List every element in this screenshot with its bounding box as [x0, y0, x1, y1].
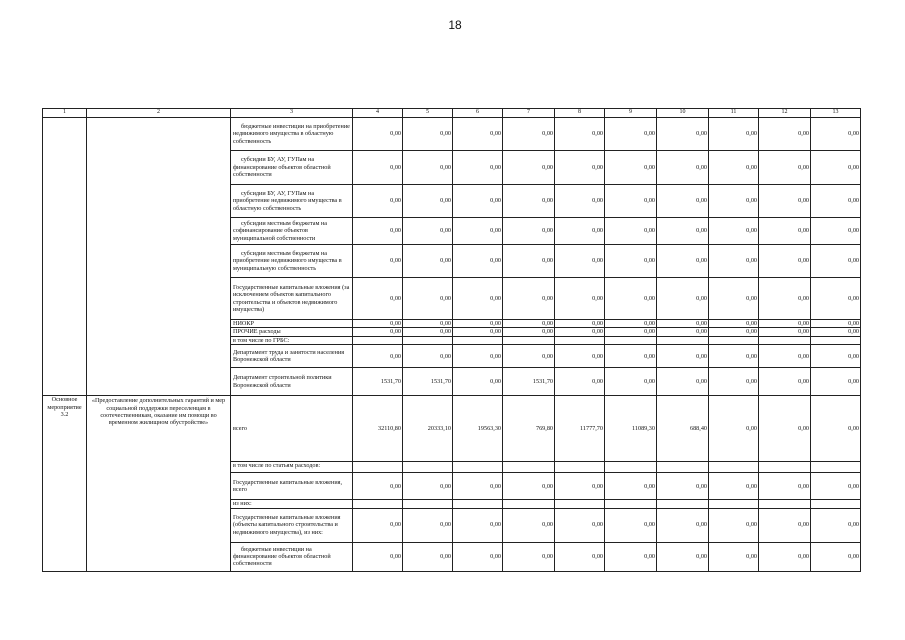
expense-label: Государственные капитальные вложения (объекты капитального строительства и недвижимого имущества), из них: — [231, 508, 353, 542]
value-cell: 0,00 — [555, 320, 605, 328]
value-cell — [555, 336, 605, 344]
value-cell: 0,00 — [403, 218, 453, 245]
expense-label: субсидии местным бюджетам на софинансирование объектов муниципальной собственности — [231, 218, 353, 245]
value-cell: 0,00 — [453, 151, 503, 185]
value-cell: 0,00 — [811, 368, 861, 396]
value-cell: 0,00 — [353, 473, 403, 500]
value-cell — [657, 336, 709, 344]
value-cell: 0,00 — [759, 185, 811, 218]
value-cell: 0,00 — [605, 345, 657, 368]
value-cell — [709, 500, 759, 508]
expense-label: Департамент строительной политики Воронежской области — [231, 368, 353, 396]
value-cell: 0,00 — [759, 151, 811, 185]
expense-label: всего — [231, 396, 353, 462]
value-cell: 0,00 — [657, 328, 709, 336]
value-cell — [605, 500, 657, 508]
expense-label: субсидии БУ, АУ, ГУПам на приобретение недвижимого имущества в областную собственность — [231, 185, 353, 218]
value-cell: 0,00 — [503, 473, 555, 500]
value-cell: 0,00 — [759, 328, 811, 336]
value-cell: 0,00 — [403, 185, 453, 218]
value-cell: 0,00 — [353, 328, 403, 336]
value-cell: 0,00 — [353, 345, 403, 368]
value-cell — [403, 500, 453, 508]
value-cell: 0,00 — [555, 473, 605, 500]
value-cell: 0,00 — [811, 328, 861, 336]
value-cell: 0,00 — [353, 278, 403, 320]
value-cell: 0,00 — [555, 508, 605, 542]
value-cell: 0,00 — [709, 368, 759, 396]
value-cell — [811, 336, 861, 344]
value-cell: 0,00 — [503, 320, 555, 328]
value-cell — [657, 462, 709, 473]
value-cell — [453, 462, 503, 473]
value-cell — [503, 462, 555, 473]
page-number: 18 — [448, 18, 462, 32]
value-cell: 0,00 — [811, 185, 861, 218]
value-cell: 0,00 — [605, 278, 657, 320]
value-cell: 0,00 — [353, 118, 403, 151]
value-cell: 0,00 — [657, 185, 709, 218]
value-cell: 0,00 — [453, 542, 503, 571]
value-cell: 0,00 — [555, 151, 605, 185]
value-cell: 0,00 — [605, 151, 657, 185]
value-cell: 0,00 — [555, 185, 605, 218]
value-cell: 0,00 — [403, 328, 453, 336]
column-header: 7 — [503, 109, 555, 118]
value-cell: 769,80 — [503, 396, 555, 462]
value-cell — [555, 500, 605, 508]
expense-label: в том числе по статьям расходов: — [231, 462, 353, 473]
value-cell: 0,00 — [453, 508, 503, 542]
value-cell: 0,00 — [453, 345, 503, 368]
value-cell: 0,00 — [811, 396, 861, 462]
value-cell: 1531,70 — [503, 368, 555, 396]
value-cell: 0,00 — [709, 245, 759, 278]
value-cell: 0,00 — [759, 345, 811, 368]
value-cell: 0,00 — [403, 473, 453, 500]
value-cell — [605, 336, 657, 344]
value-cell: 0,00 — [759, 218, 811, 245]
value-cell: 0,00 — [709, 396, 759, 462]
value-cell: 0,00 — [811, 278, 861, 320]
value-cell: 0,00 — [605, 118, 657, 151]
value-cell — [709, 462, 759, 473]
value-cell — [453, 500, 503, 508]
event-code-cell: Основное мероприятие 3.2 — [43, 396, 87, 571]
value-cell — [403, 462, 453, 473]
value-cell — [759, 500, 811, 508]
value-cell — [605, 462, 657, 473]
table-row — [43, 396, 861, 462]
value-cell: 0,00 — [353, 151, 403, 185]
value-cell: 0,00 — [453, 218, 503, 245]
value-cell: 0,00 — [555, 542, 605, 571]
value-cell: 0,00 — [709, 473, 759, 500]
value-cell — [503, 336, 555, 344]
value-cell: 0,00 — [657, 245, 709, 278]
value-cell — [709, 336, 759, 344]
value-cell — [453, 336, 503, 344]
column-header: 12 — [759, 109, 811, 118]
value-cell — [353, 462, 403, 473]
value-cell: 32110,80 — [353, 396, 403, 462]
value-cell: 0,00 — [503, 118, 555, 151]
value-cell: 0,00 — [657, 368, 709, 396]
value-cell — [811, 462, 861, 473]
value-cell — [555, 462, 605, 473]
value-cell: 0,00 — [403, 542, 453, 571]
value-cell: 0,00 — [353, 542, 403, 571]
value-cell: 0,00 — [453, 185, 503, 218]
value-cell: 0,00 — [759, 245, 811, 278]
expense-label: Государственные капитальные вложения (за исключением объектов капитального строительства и объектов недвижимого имущества) — [231, 278, 353, 320]
value-cell: 0,00 — [403, 345, 453, 368]
value-cell: 0,00 — [453, 320, 503, 328]
expense-label: бюджетные инвестиции на финансирование объектов областной собственности — [231, 542, 353, 571]
expense-label: бюджетные инвестиции на приобретение недвижимого имущества в областную собственность — [231, 118, 353, 151]
value-cell: 0,00 — [605, 328, 657, 336]
value-cell: 0,00 — [709, 185, 759, 218]
value-cell: 0,00 — [403, 151, 453, 185]
value-cell: 0,00 — [503, 278, 555, 320]
value-cell: 0,00 — [403, 320, 453, 328]
value-cell: 0,00 — [453, 245, 503, 278]
value-cell: 0,00 — [605, 542, 657, 571]
column-header: 4 — [353, 109, 403, 118]
column-header: 5 — [403, 109, 453, 118]
table-row — [43, 118, 861, 151]
value-cell: 0,00 — [503, 218, 555, 245]
value-cell: 0,00 — [605, 320, 657, 328]
value-cell: 0,00 — [503, 185, 555, 218]
column-header: 6 — [453, 109, 503, 118]
value-cell: 0,00 — [555, 368, 605, 396]
value-cell: 19563,30 — [453, 396, 503, 462]
value-cell: 0,00 — [403, 118, 453, 151]
value-cell: 0,00 — [453, 473, 503, 500]
value-cell: 20333,10 — [403, 396, 453, 462]
column-header: 1 — [43, 109, 87, 118]
expense-label: из них: — [231, 500, 353, 508]
value-cell: 0,00 — [709, 320, 759, 328]
value-cell: 0,00 — [503, 345, 555, 368]
value-cell: 0,00 — [657, 473, 709, 500]
value-cell: 0,00 — [353, 245, 403, 278]
column-header: 2 — [87, 109, 231, 118]
value-cell — [759, 336, 811, 344]
value-cell: 0,00 — [555, 278, 605, 320]
value-cell: 0,00 — [759, 508, 811, 542]
event-name-cell — [87, 118, 231, 396]
value-cell — [759, 462, 811, 473]
value-cell: 0,00 — [709, 542, 759, 571]
value-cell — [811, 500, 861, 508]
value-cell: 0,00 — [657, 508, 709, 542]
value-cell: 0,00 — [503, 151, 555, 185]
value-cell: 0,00 — [709, 151, 759, 185]
value-cell: 0,00 — [709, 508, 759, 542]
value-cell: 0,00 — [709, 328, 759, 336]
value-cell: 0,00 — [605, 185, 657, 218]
expense-label: субсидии местным бюджетам на приобретение недвижимого имущества в муниципальную собственность — [231, 245, 353, 278]
value-cell: 0,00 — [709, 218, 759, 245]
value-cell: 0,00 — [605, 508, 657, 542]
value-cell: 0,00 — [605, 473, 657, 500]
value-cell: 0,00 — [657, 118, 709, 151]
value-cell: 0,00 — [403, 278, 453, 320]
value-cell: 0,00 — [811, 542, 861, 571]
value-cell: 0,00 — [657, 542, 709, 571]
value-cell — [657, 500, 709, 508]
value-cell: 0,00 — [503, 508, 555, 542]
value-cell: 0,00 — [503, 245, 555, 278]
value-cell: 0,00 — [759, 542, 811, 571]
value-cell: 0,00 — [503, 542, 555, 571]
budget-table — [42, 108, 861, 572]
column-header: 10 — [657, 109, 709, 118]
value-cell: 0,00 — [657, 151, 709, 185]
value-cell: 11089,30 — [605, 396, 657, 462]
value-cell: 0,00 — [353, 508, 403, 542]
value-cell: 0,00 — [353, 185, 403, 218]
value-cell: 0,00 — [657, 320, 709, 328]
value-cell: 0,00 — [657, 278, 709, 320]
value-cell: 0,00 — [555, 328, 605, 336]
expense-label: субсидии БУ, АУ, ГУПам на финансирование объектов областной собственности — [231, 151, 353, 185]
value-cell — [353, 336, 403, 344]
value-cell: 0,00 — [453, 118, 503, 151]
expense-label: Государственные капитальные вложения, всего — [231, 473, 353, 500]
column-header: 11 — [709, 109, 759, 118]
value-cell: 688,40 — [657, 396, 709, 462]
expense-label: НИОКР — [231, 320, 353, 328]
value-cell: 0,00 — [811, 508, 861, 542]
value-cell: 0,00 — [709, 118, 759, 151]
expense-label: в том числе по ГРБС: — [231, 336, 353, 344]
value-cell: 0,00 — [657, 218, 709, 245]
value-cell: 0,00 — [555, 118, 605, 151]
value-cell: 0,00 — [605, 218, 657, 245]
value-cell: 0,00 — [759, 320, 811, 328]
value-cell: 0,00 — [811, 118, 861, 151]
value-cell: 0,00 — [811, 320, 861, 328]
value-cell: 0,00 — [811, 218, 861, 245]
value-cell: 0,00 — [403, 245, 453, 278]
value-cell: 0,00 — [503, 328, 555, 336]
value-cell: 0,00 — [759, 368, 811, 396]
value-cell: 0,00 — [353, 320, 403, 328]
value-cell: 0,00 — [453, 328, 503, 336]
value-cell: 0,00 — [759, 278, 811, 320]
value-cell: 0,00 — [453, 368, 503, 396]
column-header: 9 — [605, 109, 657, 118]
value-cell: 0,00 — [811, 345, 861, 368]
value-cell: 0,00 — [811, 473, 861, 500]
value-cell: 0,00 — [759, 473, 811, 500]
value-cell: 0,00 — [555, 345, 605, 368]
value-cell: 0,00 — [555, 245, 605, 278]
value-cell: 0,00 — [657, 345, 709, 368]
value-cell: 1531,70 — [353, 368, 403, 396]
value-cell: 0,00 — [759, 396, 811, 462]
event-name-cell: «Предоставление дополнительных гарантий и мер социальной поддержки переселенцам в соотечественникам, оказание им помощи во временном жилищном обустройстве» — [87, 396, 231, 571]
value-cell: 0,00 — [353, 218, 403, 245]
value-cell: 0,00 — [811, 151, 861, 185]
value-cell: 0,00 — [709, 278, 759, 320]
column-header: 3 — [231, 109, 353, 118]
value-cell: 11777,70 — [555, 396, 605, 462]
column-header: 8 — [555, 109, 605, 118]
value-cell: 0,00 — [605, 245, 657, 278]
value-cell — [353, 500, 403, 508]
value-cell: 1531,70 — [403, 368, 453, 396]
value-cell: 0,00 — [811, 245, 861, 278]
value-cell — [503, 500, 555, 508]
value-cell: 0,00 — [709, 345, 759, 368]
value-cell: 0,00 — [605, 368, 657, 396]
column-header: 13 — [811, 109, 861, 118]
header-row — [43, 109, 861, 118]
value-cell — [403, 336, 453, 344]
event-code-cell — [43, 118, 87, 396]
value-cell: 0,00 — [555, 218, 605, 245]
expense-label: ПРОЧИЕ расходы — [231, 328, 353, 336]
value-cell: 0,00 — [403, 508, 453, 542]
expense-label: Департамент труда и занятости населения Воронежской области — [231, 345, 353, 368]
value-cell: 0,00 — [759, 118, 811, 151]
value-cell: 0,00 — [453, 278, 503, 320]
